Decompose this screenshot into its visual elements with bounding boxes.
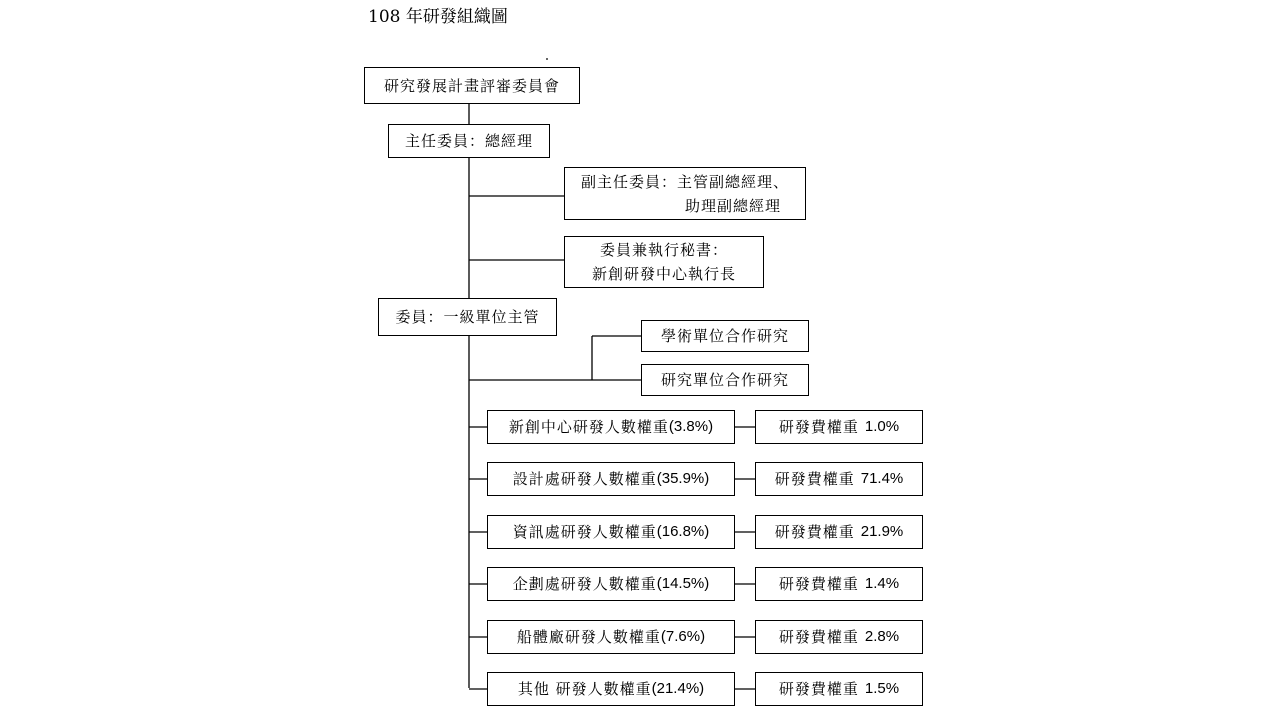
unit-cost-weight: 1.4%	[864, 575, 900, 593]
chairman-label: 主任委員：總經理	[404, 132, 533, 150]
unit-headcount-box	[487, 620, 735, 654]
unit-cost-box	[755, 620, 923, 654]
committee-box	[364, 67, 580, 104]
coop-academic-box	[641, 320, 809, 352]
chairman-box	[388, 124, 550, 158]
unit-headcount-label: 其他 研發人數權重	[517, 680, 652, 698]
vice-chairman-box	[564, 167, 806, 220]
chart-title: 108 年研發組織圖	[368, 7, 508, 27]
members-label: 委員：一級單位主管	[395, 308, 540, 326]
unit-cost-weight: 2.8%	[864, 627, 900, 645]
unit-cost-label: 研發費權重	[778, 575, 859, 594]
unit-cost-label: 研發費權重	[774, 522, 855, 541]
unit-headcount-weight: (21.4%)	[651, 680, 705, 697]
unit-headcount-weight: (16.8%)	[656, 522, 710, 540]
unit-headcount-label: 新創中心研發人數權重	[508, 418, 669, 436]
unit-cost-box	[755, 672, 923, 706]
coop-research-box	[641, 364, 809, 396]
secretary-box	[564, 236, 764, 288]
unit-headcount-box	[487, 462, 735, 496]
unit-headcount-label: 船體廠研發人數權重	[516, 627, 661, 646]
unit-cost-label: 研發費權重	[778, 680, 859, 698]
unit-headcount-weight: (3.8%)	[668, 418, 714, 435]
vice-chairman-line1: 副主任委員：主管副總經理、	[580, 172, 789, 191]
secretary-line2: 新創研發中心執行長	[591, 265, 736, 283]
coop-academic-label: 學術單位合作研究	[660, 327, 789, 345]
unit-cost-box	[755, 462, 923, 496]
unit-cost-label: 研發費權重	[778, 418, 859, 436]
unit-cost-weight: 1.0%	[864, 418, 900, 435]
members-box	[378, 298, 557, 336]
unit-headcount-label: 設計處研發人數權重	[512, 470, 657, 489]
unit-headcount-weight: (7.6%)	[660, 627, 706, 645]
unit-cost-box	[755, 410, 923, 444]
unit-headcount-box	[487, 410, 735, 444]
unit-headcount-box	[487, 515, 735, 549]
secretary-line1: 委員兼執行秘書：	[599, 241, 728, 259]
unit-headcount-weight: (35.9%)	[656, 470, 710, 488]
unit-cost-box	[755, 567, 923, 601]
unit-cost-weight: 1.5%	[864, 680, 900, 697]
coop-research-label: 研究單位合作研究	[660, 371, 789, 389]
unit-cost-label: 研發費權重	[774, 470, 855, 489]
unit-cost-weight: 21.9%	[860, 522, 904, 540]
unit-headcount-label: 企劃處研發人數權重	[512, 575, 657, 594]
unit-headcount-weight: (14.5%)	[656, 575, 710, 593]
unit-headcount-box	[487, 672, 735, 706]
unit-headcount-box	[487, 567, 735, 601]
unit-headcount-label: 資訊處研發人數權重	[512, 522, 657, 541]
unit-cost-box	[755, 515, 923, 549]
unit-cost-label: 研發費權重	[778, 627, 859, 646]
vice-chairman-line2: 助理副總經理	[684, 196, 781, 215]
committee-label: 研究發展計畫評審委員會	[383, 76, 560, 95]
unit-cost-weight: 71.4%	[860, 470, 904, 488]
